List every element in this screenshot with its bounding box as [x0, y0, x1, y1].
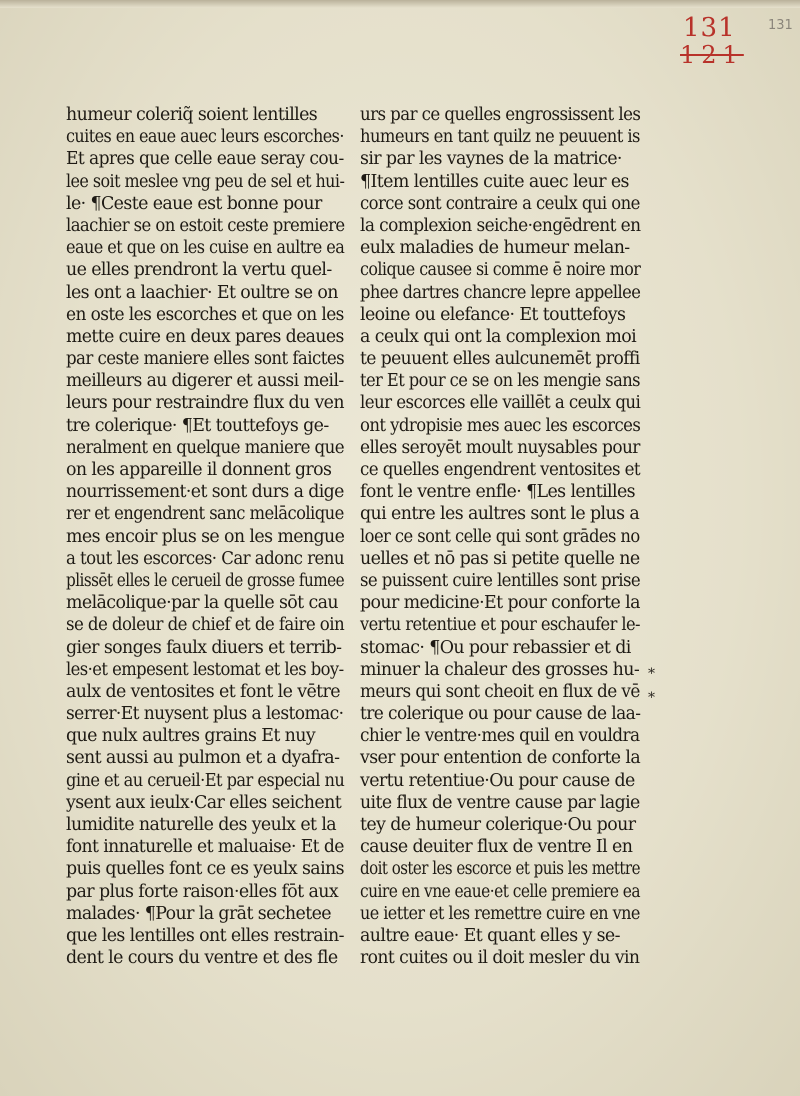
- text-line: ront cuites ou il doit mesler du vin: [360, 948, 640, 969]
- text-line: font innaturelle et maluaise· Et de: [66, 837, 344, 858]
- text-line: leoine ou elefance· Et touttefoys: [360, 304, 626, 325]
- text-line: on les appareille il donnent gros: [66, 460, 332, 480]
- text-line: humeurs en tant quilz ne peuuent is: [360, 127, 640, 148]
- text-line: loer ce sont celle qui sont grādes no: [360, 526, 640, 547]
- text-line: que nulx aultres grains Et nuy: [66, 726, 316, 747]
- text-line: par ceste maniere elles sont faictes: [66, 349, 345, 370]
- text-line: a tout les escorces· Car adonc renu: [66, 548, 344, 569]
- text-line: dent le cours du ventre et des fle: [66, 948, 338, 969]
- text-line: meurs qui sont cheoit en flux de vē: [360, 681, 640, 702]
- page-top-edge: [0, 0, 800, 8]
- text-line: meilleurs au digerer et aussi meil-: [66, 371, 344, 392]
- text-line: vertu retentiue et pour eschaufer le-: [360, 615, 640, 636]
- text-line: qui entre les aultres sont le plus a: [360, 504, 640, 525]
- text-line: doit oster les escorce et puis les mettre: [360, 859, 640, 880]
- text-line: colique causee si comme ē noire mor: [360, 260, 641, 281]
- text-line: eulx maladies de humeur melan-: [360, 238, 630, 259]
- text-line: se puissent cuire lentilles sont prise: [360, 570, 641, 591]
- text-line: laachier se on estoit ceste premiere: [66, 215, 345, 236]
- text-line: malades· ¶Pour la grāt sechetee: [66, 903, 331, 924]
- text-line: la complexion seiche·engēdrent en: [360, 215, 641, 236]
- text-line: eaue et que on les cuise en aultre ea: [66, 238, 345, 259]
- text-line: tre colerique· ¶Et touttefoys ge-: [66, 415, 329, 436]
- text-line: aultre eaue· Et quant elles y se-: [360, 925, 620, 946]
- folio-number: 131: [683, 13, 736, 43]
- text-line: ce quelles engendrent ventosites et: [360, 460, 641, 480]
- text-line: sir par les vaynes de la matrice·: [360, 149, 622, 170]
- text-line: mette cuire en deux pares deaues: [66, 326, 344, 347]
- text-line: urs par ce quelles engrossissent les: [360, 105, 641, 125]
- text-line: gine et au cerueil·Et par especial nu: [66, 770, 345, 791]
- text-line: neralment en quelque maniere que: [66, 437, 344, 458]
- text-column-right: [360, 104, 640, 969]
- text-line: les·et empesent lestomat et les boy-: [66, 659, 344, 680]
- text-line: en oste les escorches et que on les: [66, 304, 344, 325]
- margin-mark: *: [648, 666, 655, 682]
- text-line: corce sont contraire a ceulx qui one: [360, 193, 640, 214]
- text-line: mes encoir plus se on les mengue: [66, 526, 345, 547]
- text-line: ue elles prendront la vertu quel-: [66, 260, 332, 281]
- text-line: plissēt elles le cerueil de grosse fumee: [66, 570, 345, 591]
- text-line: uelles et nō pas si petite quelle ne: [360, 548, 640, 569]
- text-line: le· ¶Ceste eaue est bonne pour: [66, 193, 322, 214]
- text-line: elles seroyēt moult nuysables pour: [360, 437, 640, 458]
- text-line: puis quelles font ce es yeulx sains: [66, 859, 344, 880]
- text-line: font le ventre enfle· ¶Les lentilles: [360, 482, 635, 503]
- text-line: leurs pour restraindre flux du ven: [66, 393, 344, 414]
- text-line: lumidite naturelle des yeulx et la: [66, 815, 337, 835]
- text-line: se de doleur de chief et de faire oin: [66, 615, 345, 636]
- text-line: stomac· ¶Ou pour rebassier et di: [360, 637, 631, 658]
- text-line: ter Et pour ce se on les mengie sans: [360, 371, 640, 392]
- text-line: cause deuiter flux de ventre Il en: [360, 837, 633, 858]
- text-line: chier le ventre·mes quil en vouldra: [360, 726, 640, 747]
- text-line: sent aussi au pulmon et a dyafra-: [66, 748, 340, 769]
- text-line: humeur coleriq̃ soient lentilles: [66, 105, 318, 125]
- text-line: vertu retentiue·Ou pour cause de: [360, 770, 635, 791]
- text-line: cuites en eaue auec leurs escorches·: [66, 127, 344, 148]
- text-line: vser pour entention de conforte la: [360, 748, 641, 769]
- text-line: a ceulx qui ont la complexion moi: [360, 326, 637, 347]
- text-line: que les lentilles ont elles restrain-: [66, 925, 344, 946]
- text-line: par plus forte raison·elles fōt aux: [66, 881, 339, 902]
- folio-number-struck: 121: [680, 41, 744, 69]
- text-line: rer et engendrent sanc melācolique: [66, 504, 344, 525]
- text-line: phee dartres chancre lepre appellee: [360, 282, 641, 303]
- text-line: ont ydropisie mes auec les escorces: [360, 415, 641, 436]
- text-line: ue ietter et les remettre cuire en vne: [360, 903, 640, 924]
- text-column-left: [66, 104, 344, 969]
- text-line: pour medicine·Et pour conforte la: [360, 593, 640, 614]
- text-line: melācolique·par la quelle sōt cau: [66, 593, 338, 614]
- text-line: minuer la chaleur des grosses hu-: [360, 659, 640, 680]
- text-line: leur escorces elle vaillēt a ceulx qui: [360, 393, 641, 414]
- folio-pencil-number: 131: [768, 18, 793, 33]
- text-line: Et apres que celle eaue seray cou-: [66, 149, 344, 170]
- text-line: les ont a laachier· Et oultre se on: [66, 282, 338, 303]
- text-line: te peuuent elles aulcunemēt proffi: [360, 349, 640, 370]
- margin-mark: *: [648, 690, 655, 706]
- text-line: serrer·Et nuysent plus a lestomac·: [66, 704, 344, 725]
- text-line: tre colerique ou pour cause de laa-: [360, 704, 641, 725]
- text-line: lee soit meslee vng peu de sel et hui-: [66, 171, 345, 192]
- text-line: ysent aux ieulx·Car elles seichent: [66, 792, 342, 813]
- text-line: gier songes faulx diuers et terrib-: [66, 637, 342, 658]
- text-line: uite flux de ventre cause par lagie: [360, 792, 640, 813]
- text-line: cuire en vne eaue·et celle premiere ea: [360, 881, 641, 902]
- text-line: nourrissement·et sont durs a dige: [66, 482, 344, 503]
- text-line: ¶Item lentilles cuite auec leur es: [360, 171, 629, 192]
- text-line: tey de humeur colerique·Ou pour: [360, 815, 636, 835]
- text-line: aulx de ventosites et font le vētre: [66, 681, 340, 702]
